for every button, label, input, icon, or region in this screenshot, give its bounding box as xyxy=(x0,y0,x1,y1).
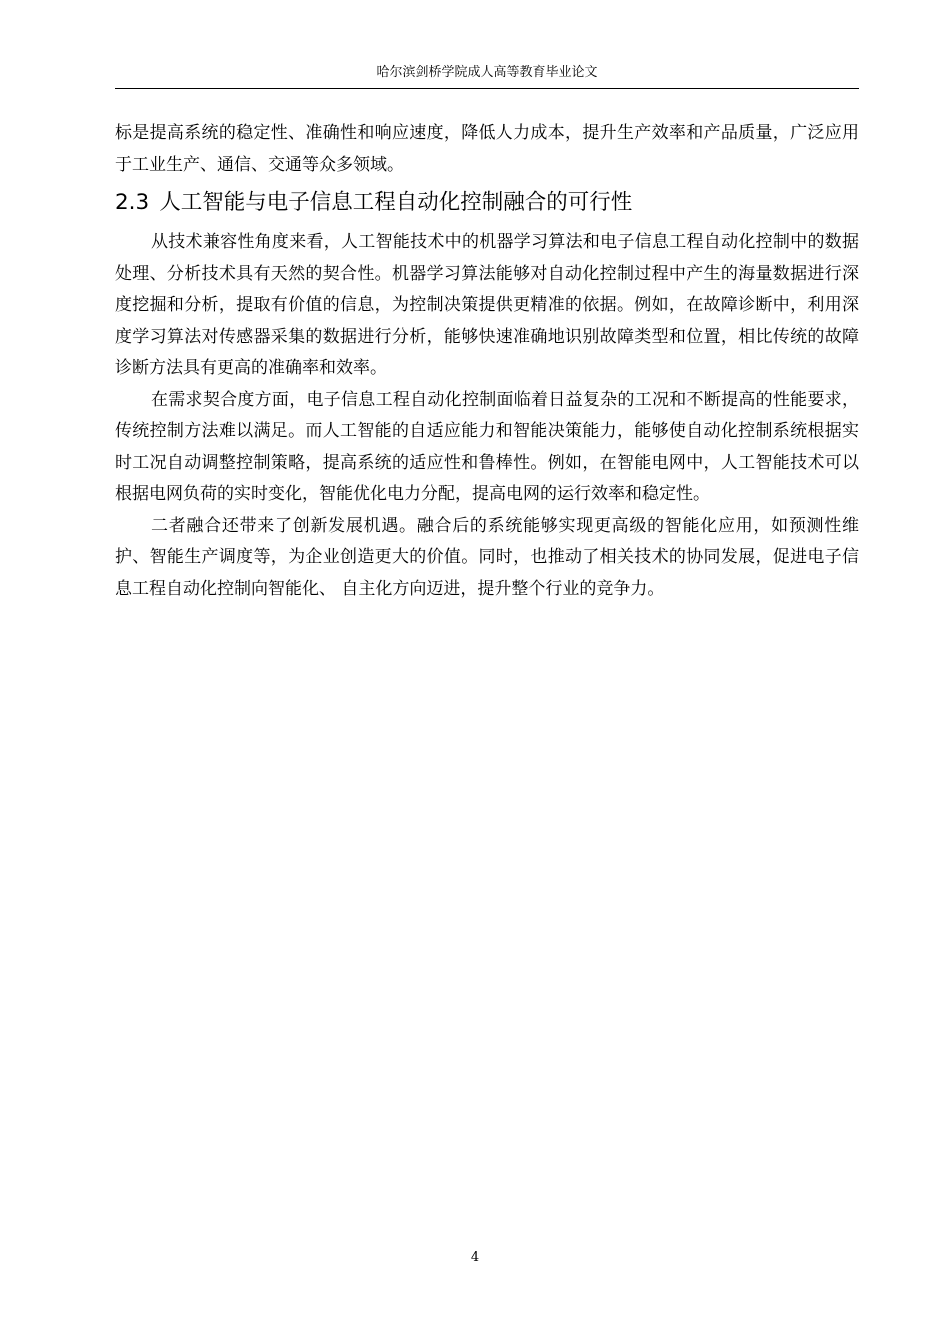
document-body xyxy=(115,118,859,605)
paragraph-demand-fit: 在需求契合度方面，电子信息工程自动化控制面临着日益复杂的工况和不断提高的性能要求，传统控制方法难以满足。而人工智能的自适应能力和智能决策能力，能够使自动化控制系统根据实时工况自动调整控制策略，提高系统的适应性和鲁棒性。例如，在智能电网中，人工智能技术可以根据电网负荷的实时变化，智能优化电力分配，提高电网的运行效率和稳定性。 xyxy=(115,389,859,504)
header-title: 哈尔滨剑桥学院成人高等教育毕业论文 xyxy=(376,65,598,80)
section-heading xyxy=(115,185,859,221)
page-header xyxy=(115,62,859,89)
paragraph-innovation-opportunity: 二者融合还带来了创新发展机遇。融合后的系统能够实现更高级的智能化应用，如预测性维护、智能生产调度等，为企业创造更大的价值。同时，也推动了相关技术的协同发展，促进电子信息工程自动化控制向智能化、 自主化方向迈进，提升整个行业的竞争力。 xyxy=(115,515,859,599)
section-number: 2.3 xyxy=(115,190,150,215)
paragraph-technical-compatibility: 从技术兼容性角度来看，人工智能技术中的机器学习算法和电子信息工程自动化控制中的数据处理、分析技术具有天然的契合性。机器学习算法能够对自动化控制过程中产生的海量数据进行深度挖掘和分析，提取有价值的信息，为控制决策提供更精准的依据。例如，在故障诊断中，利用深度学习算法对传感器采集的数据进行分析，能够快速准确地识别故障类型和位置，相比传统的故障诊断方法具有更高的准确率和效率。 xyxy=(115,232,859,378)
continuation-paragraph: 标是提高系统的稳定性、准确性和响应速度，降低人力成本，提升生产效率和产品质量，广泛应用于工业生产、通信、交通等众多领域。 xyxy=(115,123,859,175)
page-number: 4 xyxy=(470,1250,480,1265)
section-title: 人工智能与电子信息工程自动化控制融合的可行性 xyxy=(159,190,633,215)
